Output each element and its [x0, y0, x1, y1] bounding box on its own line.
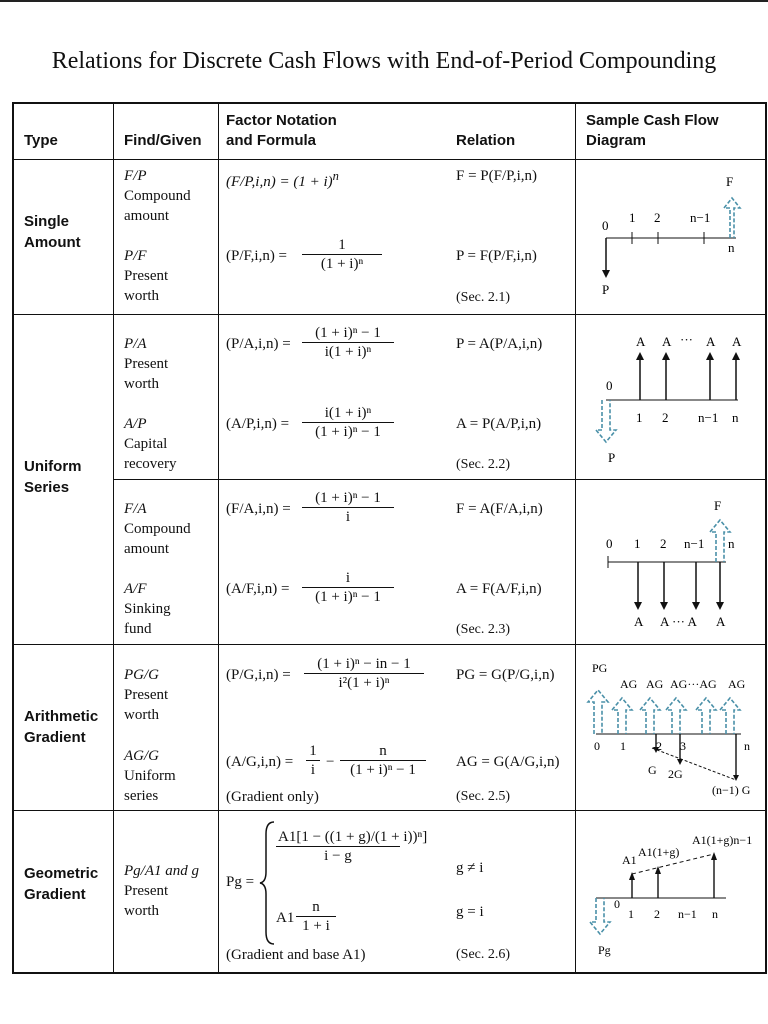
header-factor-2: and Formula — [226, 132, 317, 149]
col-divider — [113, 103, 114, 973]
formula-p-a-frac: $\frac{\text{(1 + i)ⁿ − 1}}{\text{i(1 + i)ⁿ}}$ — [302, 324, 394, 361]
diagram-label: 0 — [594, 739, 600, 753]
diagram-label: A — [662, 334, 672, 349]
type-arithmetic-gradient: Arithmetic Gradient — [24, 708, 99, 746]
relation-pg: PG = G(P/G,i,n) — [456, 667, 555, 683]
diagram-label: 0 — [614, 897, 620, 911]
formula-geo-case2-prefix: A1 — [276, 910, 295, 926]
section-2-3: (Sec. 2.3) — [456, 622, 511, 637]
relation-p-a: P = A(P/A,i,n) — [456, 336, 543, 352]
diagram-label: P — [608, 450, 616, 465]
formula-ag-frac2: $\frac{n}{\text{(1 + i)ⁿ − 1}}$ — [340, 742, 426, 779]
diagram-label: A — [634, 614, 644, 629]
header-diagram-1: Sample Cash Flow — [586, 112, 719, 129]
condition-g-ne-i: g ≠ i — [456, 860, 484, 876]
formula-ag-lhs: (A/G,i,n) = — [226, 754, 294, 770]
fg-f-a: F/A Compound amount — [124, 501, 191, 557]
type-uniform-series: Uniform Series — [24, 458, 82, 496]
diagram-label: n−1 — [684, 536, 705, 551]
diagram-label: G — [648, 763, 657, 777]
diagram-label: 1 — [629, 210, 636, 225]
diagram-label: n−1 — [690, 210, 711, 225]
formula-a-p-frac: $\frac{\text{i(1 + i)ⁿ}}{\text{(1 + i)ⁿ − 1}}$ — [302, 404, 394, 441]
diagram-label: ··· A — [672, 614, 697, 629]
formula-f-p: $(F/P,i,n) = (1 + i)^n$ — [226, 169, 339, 190]
diagram-label: (n−1) G — [712, 783, 751, 797]
fg-a-p: A/P Capital recovery — [124, 416, 177, 472]
diagram-label: P — [602, 282, 610, 297]
formula-p-f-lhs: (P/F,i,n) = — [226, 248, 288, 264]
diagram-label: n — [712, 907, 718, 921]
formula-geo-case2: $\frac{n}{1 + i}$ — [296, 898, 336, 935]
note-gradient-only: (Gradient only) — [226, 789, 319, 805]
fg-f-p: F/P Compound amount — [124, 168, 191, 224]
header-type: Type — [24, 132, 58, 149]
top-border — [0, 0, 768, 2]
diagram-label: 2 — [654, 907, 660, 921]
header-relation: Relation — [456, 132, 516, 149]
diagram-label: A — [732, 334, 742, 349]
section-2-1: (Sec. 2.1) — [456, 290, 511, 305]
diagram-label: 2G — [668, 767, 683, 781]
diagram-label: A1(1+g) — [638, 845, 680, 859]
diagram-label: A1 — [622, 853, 637, 867]
note-gradient-base: (Gradient and base A1) — [226, 947, 366, 963]
page-title: Relations for Discrete Cash Flows with End-of-Period Compounding — [51, 48, 717, 74]
diagram-label: 2 — [662, 410, 669, 425]
diagram-label: 1 — [636, 410, 643, 425]
relation-a-p: A = P(A/P,i,n) — [456, 416, 542, 432]
relation-p-f: P = F(P/F,i,n) — [456, 248, 537, 264]
row-divider — [114, 479, 766, 480]
relation-ag: AG = G(A/G,i,n) — [456, 754, 560, 770]
diagram-label: A — [706, 334, 716, 349]
formula-pg-frac: $\frac{\text{(1 + i)ⁿ − in − 1}}{\text{i²(1 + i)ⁿ}}$ — [304, 655, 424, 692]
relation-a-f: A = F(A/F,i,n) — [456, 581, 542, 597]
diagram-label: 2 — [656, 739, 662, 753]
relation-f-p: F = P(F/P,i,n) — [456, 168, 537, 184]
fg-p-a: P/A Present worth — [124, 336, 169, 392]
diagram-label: n−1 — [678, 907, 697, 921]
formula-p-f-frac: $\frac{1}{\text{(1 + i)ⁿ}}$ — [302, 236, 382, 273]
formula-a-p-lhs: (A/P,i,n) = — [226, 416, 290, 432]
diagram-label: 0 — [602, 218, 609, 233]
diagram-label: ··· — [680, 332, 693, 347]
diagram-label: n — [744, 739, 750, 753]
formula-f-a-lhs: (F/A,i,n) = — [226, 501, 291, 517]
diagram-label: 2 — [660, 536, 667, 551]
diagram-label: AG — [620, 677, 638, 691]
section-2-6: (Sec. 2.6) — [456, 947, 511, 962]
diagram-label: 3 — [680, 739, 686, 753]
diagram-label: 2 — [654, 210, 661, 225]
formula-p-a-lhs: (P/A,i,n) = — [226, 336, 291, 352]
formula-geo-pg: Pg = — [226, 874, 255, 890]
diagram-label: Pg — [598, 943, 611, 957]
header-diagram-2: Diagram — [586, 132, 647, 149]
diagram-label: A1(1+g)n−1 — [692, 833, 753, 847]
diagram-label: 1 — [620, 739, 626, 753]
diagram-label: AG — [728, 677, 746, 691]
diagram-uniform-fa — [576, 486, 766, 636]
header-find-given: Find/Given — [124, 132, 202, 149]
fg-a-f: A/F Sinking fund — [124, 581, 171, 637]
formula-geo-case1: $\frac{\text{A1[1 − ((1 + g)/(1 + i))ⁿ]}}{i - g}$ — [278, 829, 428, 864]
formula-ag-minus: − — [326, 754, 335, 770]
relation-f-a: F = A(F/A,i,n) — [456, 501, 543, 517]
diagram-label: F — [726, 174, 734, 189]
diagram-label: n — [732, 410, 739, 425]
fg-p-f: P/F Present worth — [124, 248, 169, 304]
formula-ag-frac1: $\frac{1}{i}$ — [306, 742, 320, 779]
diagram-label: n−1 — [698, 410, 719, 425]
type-single-amount: Single Amount — [24, 213, 81, 251]
diagram-uniform-pa — [576, 322, 766, 472]
diagram-label: 0 — [606, 536, 613, 551]
formula-a-f-lhs: (A/F,i,n) = — [226, 581, 290, 597]
header-factor-1: Factor Notation — [226, 112, 337, 129]
formula-pg-lhs: (P/G,i,n) = — [226, 667, 291, 683]
diagram-label: AG···AG — [670, 677, 717, 691]
fg-pg-a1: Pg/A1 and g Present worth — [124, 863, 199, 919]
brace-icon — [258, 820, 278, 946]
diagram-geometric-gradient — [576, 818, 766, 968]
diagram-label: A — [660, 614, 670, 629]
diagram-arithmetic-gradient — [576, 652, 766, 807]
diagram-label: A — [636, 334, 646, 349]
type-geometric-gradient: Geometric Gradient — [24, 865, 99, 903]
diagram-label: PG — [592, 661, 608, 675]
section-2-5: (Sec. 2.5) — [456, 789, 511, 804]
diagram-label: n — [728, 536, 735, 551]
formula-a-f-frac: $\frac{i}{\text{(1 + i)ⁿ − 1}}$ — [302, 569, 394, 606]
row-divider — [13, 644, 766, 645]
fg-pg-g: PG/G Present worth — [124, 667, 169, 723]
row-divider — [13, 810, 766, 811]
section-2-2: (Sec. 2.2) — [456, 457, 511, 472]
diagram-label: A — [716, 614, 726, 629]
diagram-single-amount — [576, 170, 766, 305]
diagram-label: n — [728, 240, 735, 255]
row-divider — [13, 314, 766, 315]
diagram-label: AG — [646, 677, 664, 691]
fg-ag-g: AG/G Uniform series — [124, 748, 176, 804]
formula-f-a-frac: $\frac{\text{(1 + i)ⁿ − 1}}{i}$ — [302, 489, 394, 526]
condition-g-eq-i: g = i — [456, 904, 484, 920]
diagram-label: 0 — [606, 378, 613, 393]
diagram-label: F — [714, 498, 722, 513]
header-divider — [13, 159, 766, 160]
diagram-label: 1 — [628, 907, 634, 921]
diagram-label: 1 — [634, 536, 641, 551]
